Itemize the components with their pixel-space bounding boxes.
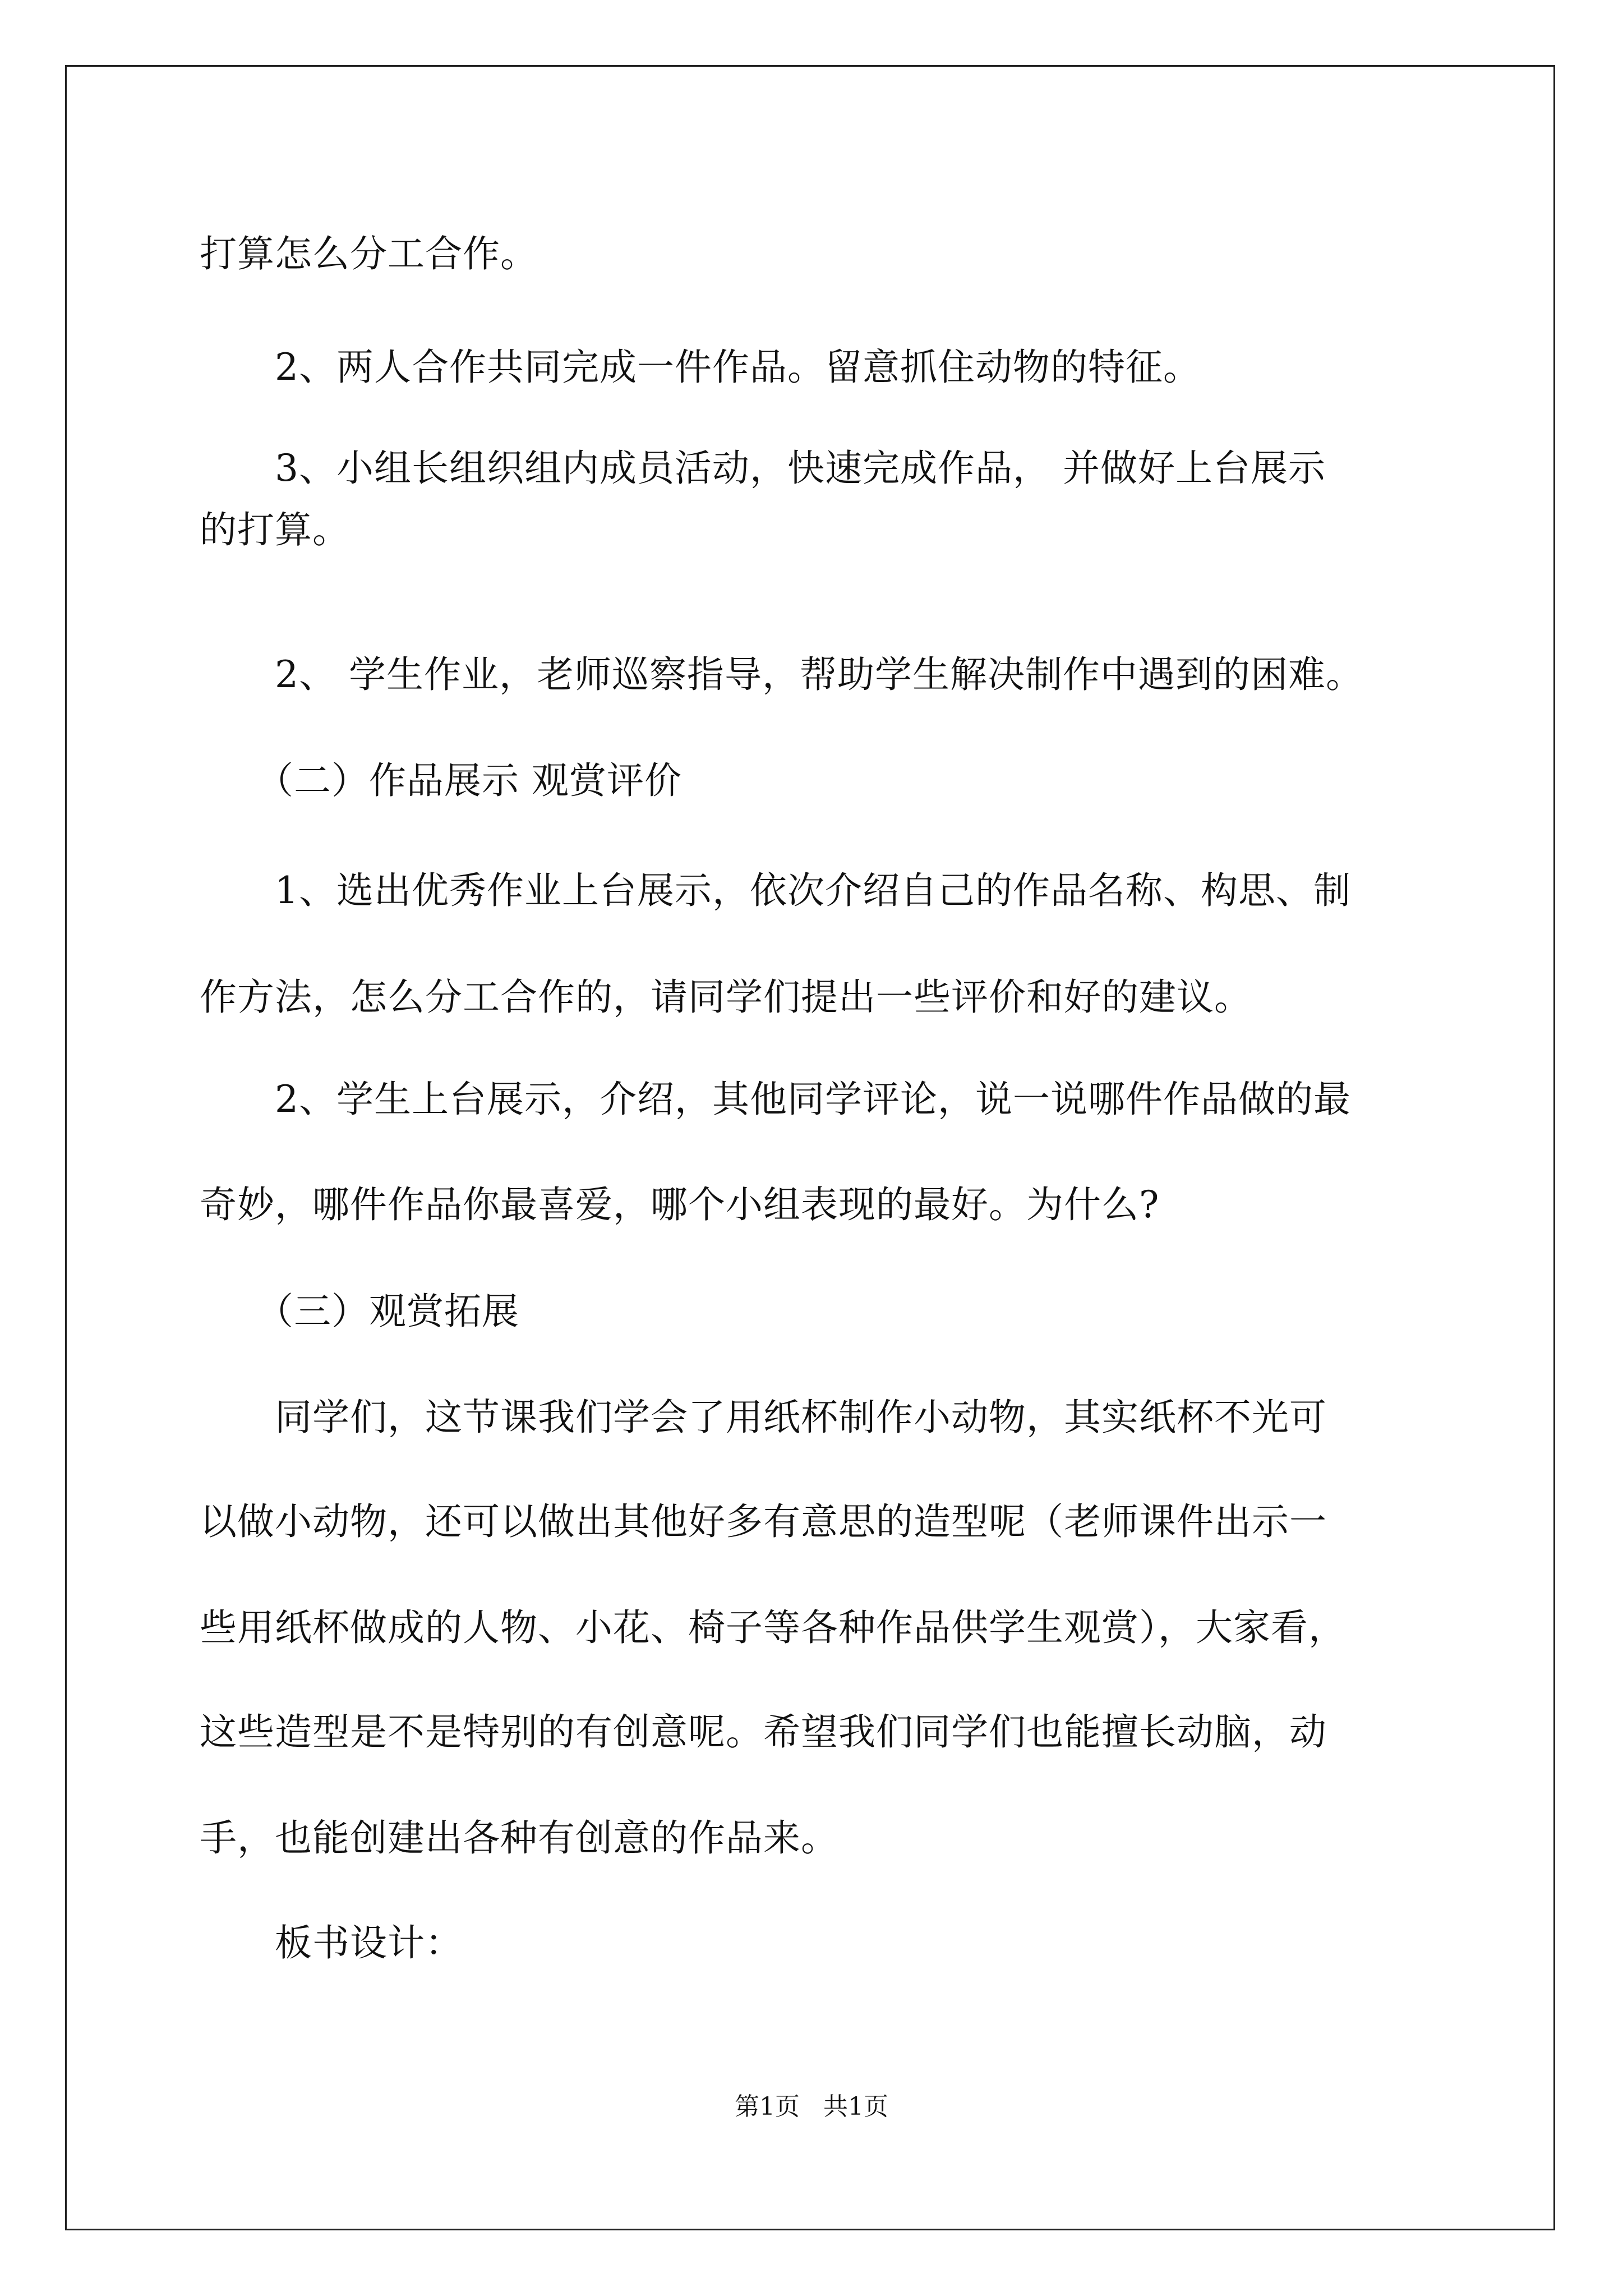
- section-heading-2: （二）作品展示 观赏评价: [200, 759, 682, 802]
- text-line-9: 2、学生上台展示，介绍，其他同学评论，说一说哪件作品做的最: [200, 1078, 1351, 1121]
- text-line-10: 奇妙，哪件作品你最喜爱，哪个小组表现的最好。为什么?: [200, 1183, 1160, 1226]
- text-line-2: 2、两人合作共同完成一件作品。留意抓住动物的特征。: [200, 346, 1201, 389]
- text-line-13: 以做小动物，还可以做出其他好多有意思的造型呢（老师课件出示一: [200, 1500, 1327, 1543]
- page-border: [65, 65, 1555, 2230]
- text-line-14: 些用纸杯做成的人物、小花、椅子等各种作品供学生观赏），大家看，: [200, 1606, 1346, 1649]
- text-line-7: 1、选出优秀作业上台展示，依次介绍自己的作品名称、构思、制: [200, 869, 1351, 912]
- text-line-8: 作方法，怎么分工合作的，请同学们提出一些评价和好的建议。: [200, 976, 1252, 1019]
- text-line-4: 的打算。: [200, 508, 350, 551]
- text-line-1: 打算怎么分工合作。: [200, 232, 538, 275]
- text-line-15: 这些造型是不是特别的有创意呢。希望我们同学们也能擅长动脑，动: [200, 1710, 1327, 1754]
- text-line-5: 2、 学生作业，老师巡察指导，帮助学生解决制作中遇到的困难。: [200, 653, 1363, 696]
- text-line-12: 同学们，这节课我们学会了用纸杯制作小动物，其实纸杯不光可: [200, 1396, 1327, 1439]
- page-number-footer: 第1页 共1页: [735, 2092, 888, 2121]
- text-line-16: 手，也能创建出各种有创意的作品来。: [200, 1816, 838, 1860]
- text-line-3: 3、小组长组织组内成员活动，快速完成作品， 并做好上台展示: [200, 447, 1326, 490]
- section-heading-3: （三）观赏拓展: [200, 1290, 519, 1333]
- text-line-17: 板书设计：: [200, 1921, 463, 1964]
